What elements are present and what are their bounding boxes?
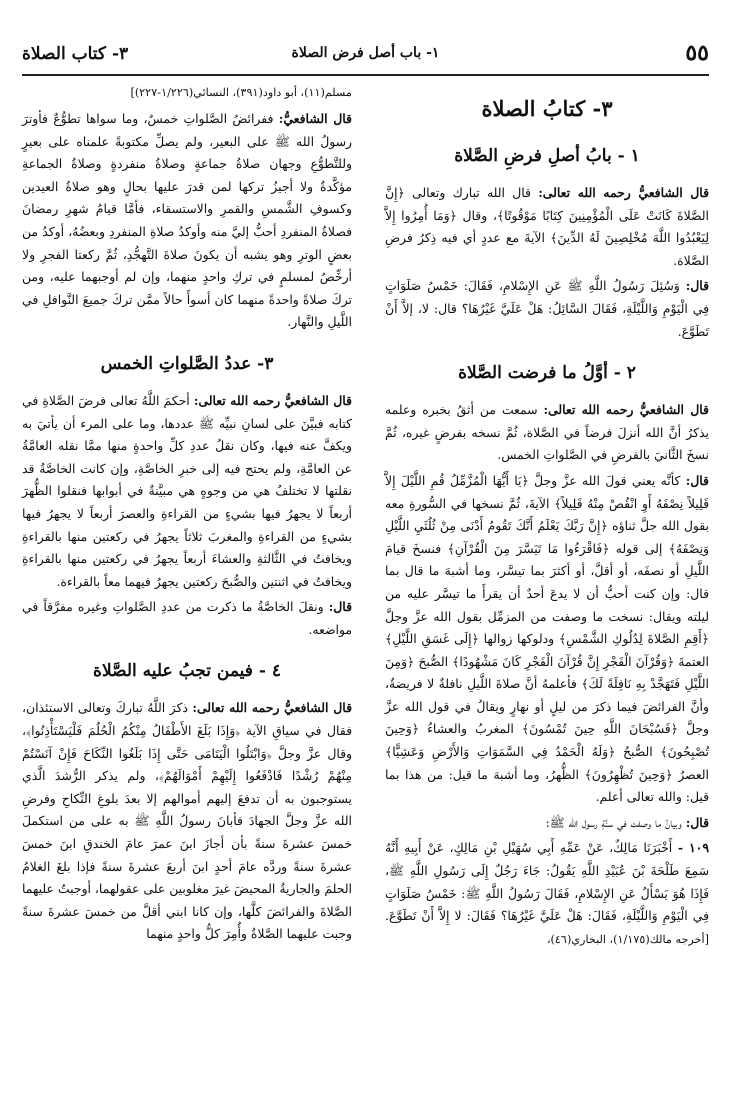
footnote-reference: مسلم(١١)، أبو داود(٣٩١)، النسائي(١/٢٢٦-٢٢٧)] (130, 86, 352, 99)
paragraph-text: وَسُئِلَ رَسُولُ اللَّهِ ﷺ عَنِ الإِسْلامِ، فَقَالَ: خَمْسُ صَلَوَاتٍ فِي الْيَوْمِ وَاللَّيْلَةِ، فَقَالَ السَّائِلُ: هَلْ عَلَيَّ غَيْرُهَا؟ قال: لا، إلاَّ أَنْ تَطَوَّعَ. (385, 278, 709, 339)
paragraph-text: سمعت من أثقُ بخبره وعلمه يذكرُ أنَّ الله أنزلَ فرضاً في الصَّلاة، ثُمَّ نسخه بفرضٍ غيره، ثُمَّ نسخَ الثَّانيَ بالفرضِ في الصَّلواتِ الخمس. (385, 402, 709, 463)
paragraph (22, 108, 352, 334)
paragraph (22, 596, 352, 641)
speaker: قال: (685, 472, 709, 488)
section-title-1: ١ - بابُ أصلِ فرضِ الصَّلاة (454, 146, 640, 166)
hadith-number: ١٠٩ - (677, 840, 709, 856)
paragraph-text: وبيانُ ما وصفت في سنَّةِ رسول الله ﷺ: (545, 814, 682, 830)
page-header (22, 40, 709, 80)
paragraph (385, 812, 709, 835)
speaker: قال: (685, 278, 709, 294)
section-title-3: ٣- عددُ الصَّلواتِ الخمس (100, 353, 274, 374)
speaker: قال الشافعيُّ رحمه الله تعالى: (193, 392, 352, 408)
left-column (22, 84, 352, 949)
speaker: قال: (328, 599, 352, 615)
speaker: قال الشافعيُّ رحمه الله تعالى: (192, 700, 352, 716)
header-rule (22, 74, 709, 76)
paragraph-text: ذكرَ اللَّهُ تباركَ وتعالى الاستئذان، فقال في سياقِ الآية ﴿وَإِذَا بَلَغَ الأَطْفَالُ مِنْكُمُ الْحُلُمَ فَلْيَسْتَأْذِنُوا﴾، وقال عزَّ وجلَّ ﴿وَابْتَلُوا الْيَتَامَى حَتَّى إِذَا بَلَغُوا النِّكَاحَ فَإِنْ آنَسْتُمْ مِنْهُمْ رُشْدًا فَادْفَعُوا إِلَيْهِمْ أَمْوَالَهُمْ﴾، ولم يذكر الرُّشدَ الَّذي يستوجبون به أن تدفعَ إليهم أموالهم إلا بعدَ بلوغِ النِّكاحِ وفرضِ الله عزَّ وجلَّ الجهادَ فأبانَ رسولُ اللَّهِ ﷺ به على من استكملَ خمسَ عشرةَ سنةً بأن أجازَ ابنَ عمرَ عامَ الخندقِ ابنَ خمسَ عشرةَ سنةً وردَّه عامَ أحدٍ ابنَ أربعَ عشرةَ سنةً فإذا بلغَ الغلامُ الحلمَ والجاريةُ المحيضَ غيرَ مغلوبين على عقولهما، أوجبتُ عليهما الصَّلاةَ والفرائضَ كلَّها، وإن كانا ابني أقلَّ من خمسَ عشرةَ سنةً وجبت عليهما الصَّلاةُ وأُمِرَ كلُّ واحدٍ منهما (22, 700, 352, 942)
hadith-reference: [أخرجه مالك(١/١٧٥)، البخاري(٤٦)، (546, 932, 709, 946)
speaker: قال: (685, 814, 709, 830)
book-title: ٣- كتابُ الصلاة (481, 96, 613, 121)
paragraph (22, 697, 352, 946)
speaker: قال الشافعيُّ رحمه الله تعالى: (538, 185, 709, 200)
section-title-2: ٢ - أوَّلُ ما فرضت الصَّلاة (458, 363, 636, 384)
paragraph (385, 470, 709, 809)
page-number: ٥٥ (685, 40, 709, 66)
paragraph-text: ففرائضُ الصَّلواتِ خمسٌ، وما سواها تطوُّعٌ فأوترَ رسولُ الله ﷺ على البعير، ولم يصلِّ مكتوبةً علمناه على بعيرٍ وللتَّطوُّعِ وجهان صلاةُ جماعةٍ وصلاةُ منفردةٍ وصلاةُ الجماعةِ مؤكَّدةٌ ولا أجيزُ تركها لمن قدرَ عليها بحالٍ وهو صلاةُ العيدين وكسوفِ الشَّمسِ والقمرِ والاستسقاء، فأمَّا قيامُ شهرِ رمضانَ فصلاةُ المنفردِ أحبُّ إليَّ منه وأوكدُ صلاةِ المنفردِ وبعضُهُ، أوكدُ من بعضٍ الوترِ وهو يشبه أن يكونَ صلاةَ التَّهجُّدِ، ثُمَّ ركعتا الفجرِ ولا أرخِّصُ لمسلمٍ في تركِ واحدٍ منهما، وإن لم أوجبهما عليه، ومن تركَ صلاةً واحدةً منهما كان أسوأَ حالاً ممَّن تركَ جميعَ النَّوافلِ في اللَّيلِ والنَّهار. (22, 111, 352, 330)
running-head-section: ١- باب أصل فرض الصلاة (291, 45, 440, 61)
paragraph (22, 390, 352, 593)
paragraph-text: ونقلَ الخاصَّةُ ما ذكرت من عددِ الصَّلواتِ وغيره مفرَّقاً في مواضعه. (22, 599, 352, 637)
section-title-4: ٤ - فيمن تجبُ عليه الصَّلاة (93, 661, 281, 682)
paragraph (385, 275, 709, 343)
paragraph-text: أحكمَ اللَّهُ تعالى فرضَ الصَّلاةِ في كتابه فبيَّنَ على لسانِ نبيِّه ﷺ عددها، وما على المرء أن يأتيَ به ويكفَّ عنه فيها، وكان نقلُ عددِ كلِّ واحدةٍ منها ممَّا نقله العامَّةُ عن العامَّةِ، ولم يحتج فيه إلى خبرِ الخاصَّةِ، وإن كانت الخاصَّةُ قد نقلتها لا تختلفُ هي من وجوهٍ هي مبيَّنةٌ في أبوابها فنقلوا الظُّهرَ أربعاً لا يجهرُ فيها بشيءٍ من القراءةِ والعصرَ أربعاً لا يجهرُ فيها بشيءٍ من القراءةِ والمغربَ ثلاثاً يجهرُ في ركعتين منها بالقراءةِ ويخافتُ في الثَّالثةِ والعشاءَ أربعاً يجهرُ في ركعتين منها بالقراءةِ ويخافتُ في اثنتين والصُّبحَ ركعتين يجهرُ فيهما معاً بالقراءة. (22, 392, 352, 589)
paragraph-text: كأنَّه يعني قولَ الله عزَّ وجلَّ ﴿يَا أَيُّهَا الْمُزَّمِّلُ قُمِ اللَّيْلَ إِلاَّ قَلِيلاً نِصْفَهُ أَوِ انْقُصْ مِنْهُ قَلِيلاً﴾ الآيةَ، ثُمَّ نسخها في السُّورةِ معه بقول الله جلَّ ثناؤه ﴿إِنَّ رَبَّكَ يَعْلَمُ أَنَّكَ تَقُومُ أَدْنَى مِنْ ثُلُثَيِ اللَّيْلِ وَنِصْفَهُ﴾ إلى قوله ﴿فَاقْرَءُوا مَا تَيَسَّرَ مِنَ الْقُرْآنِ﴾ فنسخَ قيامَ اللَّيلِ أو نصفَه، أو أقلَّ، أو أكثرَ بما تيسَّر، وما أشبهَ ما قال بما قال: وإن كنت أحبُّ أن لا يدعَ أحدٌ أن يقرأَ ما تيسَّر عليه من ليلته ويقال: نسخت ما وصفت من المزمِّل بقول الله عزَّ وجلَّ ﴿أَقِمِ الصَّلاةَ لِدُلُوكِ الشَّمْسِ﴾ ودلوكها زوالها ﴿إِلَى غَسَقِ اللَّيْلِ﴾ العتمةَ ﴿وَقُرْآنَ الْفَجْرِ إِنَّ قُرْآنَ الْفَجْرِ كَانَ مَشْهُودًا﴾ الصُّبحَ ﴿وَمِنَ اللَّيْلِ فَتَهَجَّدْ بِهِ نَافِلَةً لَكَ﴾ فأعلمهُ أنَّ صلاةَ اللَّيلِ نافلةٌ لا فريضةٌ، وأنَّ الفرائضَ فيما ذكرَ من ليلٍ أو نهارٍ ويقالُ في قول الله عزَّ وجلَّ ﴿فَسُبْحَانَ اللَّهِ حِينَ تُمْسُونَ﴾ المغربُ والعشاءُ ﴿وَحِينَ تُصْبِحُونَ﴾ الصُّبحُ ﴿وَلَهُ الْحَمْدُ فِي السَّمَوَاتِ وَالأَرْضِ وَعَشِيًّا﴾ العصرُ ﴿وَحِينَ تُظْهِرُونَ﴾ الظُّهرُ، وما أشبهَ ما قيل: من هذا بما قيل: والله تعالى أعلم. (385, 472, 709, 805)
paragraph (385, 182, 709, 272)
speaker: قال الشافعيُّ: (278, 111, 352, 126)
hadith (385, 837, 709, 950)
hadith-text: أَخْبَرَنَا مَالِكٌ، عَنْ عَمِّهِ أَبِي سُهَيْلِ بْنِ مَالِكٍ، عَنْ أَبِيهِ أَنَّهُ سَمِعَ طَلْحَةَ بْنَ عُبَيْدِ اللَّهِ يَقُولُ: جَاءَ رَجُلٌ إِلَى رَسُولِ اللَّهِ ﷺ، فَإِذَا هُوَ يَسْأَلُ عَنِ الإِسْلامِ، فَقَالَ رَسُولُ اللَّهِ ﷺ: خَمْسُ صَلَوَاتٍ فِي الْيَوْمِ وَاللَّيْلَةِ، فَقَالَ: هَلْ عَلَيَّ غَيْرُهَا؟ فَقَالَ: لا إِلاَّ أَنْ تَطَوَّعَ. (385, 840, 709, 924)
right-column (385, 84, 709, 953)
speaker: قال الشافعيُّ رحمه الله تعالى: (543, 402, 709, 418)
paragraph (385, 399, 709, 467)
paragraph-text: قال الله تبارك وتعالى ﴿إِنَّ الصَّلاةَ كَانَتْ عَلَى الْمُؤْمِنِينَ كِتَابًا مَوْقُوتًا﴾، وقال ﴿وَمَا أُمِرُوا إِلاَّ لِيَعْبُدُوا اللَّهَ مُخْلِصِينَ لَهُ الدِّينَ﴾ الآيةَ مع عددٍ أي فيه ذِكرُ فرضِ الصَّلاة. (385, 185, 709, 268)
running-head-book: ٣- كتاب الصلاة (22, 44, 129, 64)
